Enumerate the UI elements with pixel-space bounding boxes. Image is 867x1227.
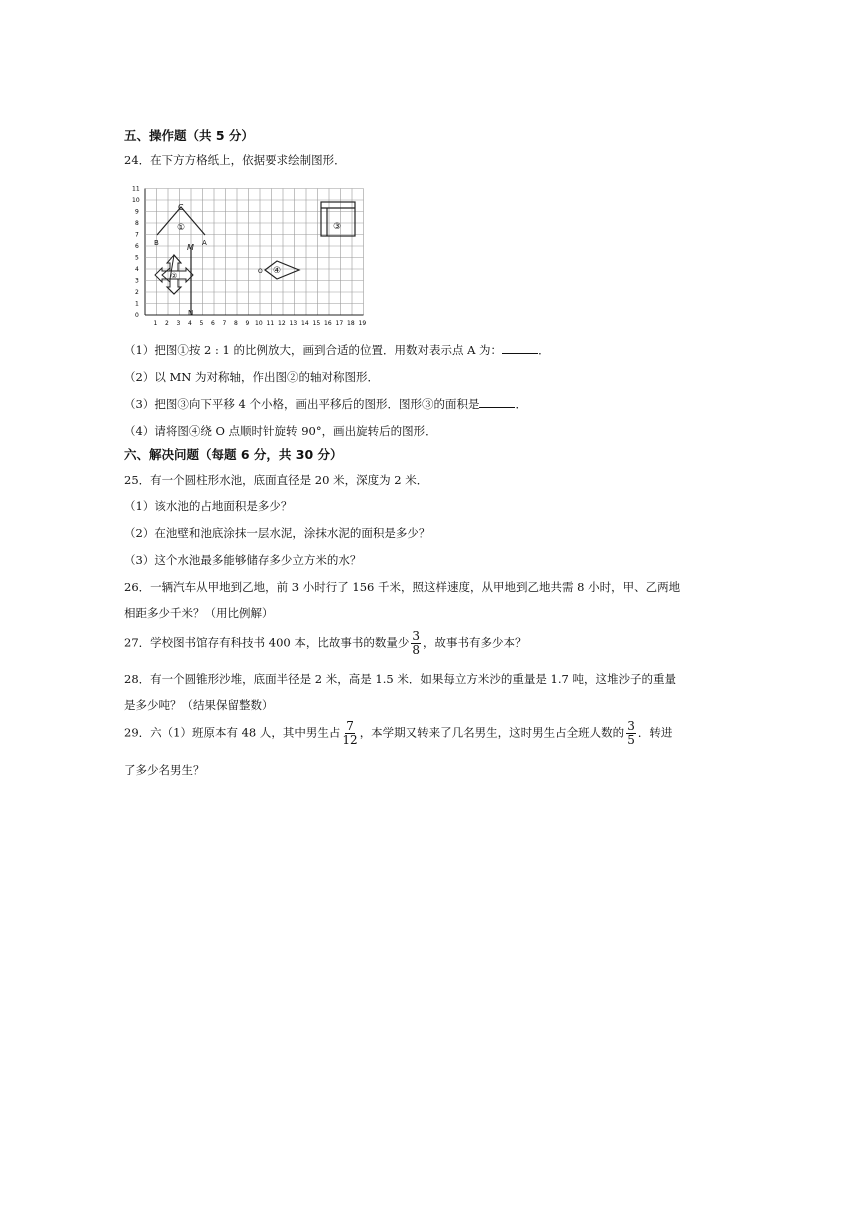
y-tick-label: 11 xyxy=(132,185,140,193)
x-tick-label: 7 xyxy=(222,320,227,327)
label-fig1: ① xyxy=(177,223,186,233)
q29-after: ．转进 xyxy=(637,725,673,740)
y-tick-label: 9 xyxy=(135,208,139,216)
q25-part1: （1）该水池的占地面积是多少？ xyxy=(124,499,293,513)
label-a: A xyxy=(202,239,207,247)
q26-line2: 相距多少千米？（用比例解） xyxy=(124,606,274,620)
x-tick-label: 12 xyxy=(278,320,286,327)
q27 xyxy=(124,630,527,657)
q24-part3-end: ． xyxy=(515,397,527,411)
x-tick-label: 4 xyxy=(188,320,192,327)
q24-part4: （4）请将图④绕 O 点顺时针旋转 90°，画出旋转后的图形． xyxy=(124,424,437,438)
label-m: M xyxy=(187,243,194,252)
x-tick-label: 10 xyxy=(255,320,263,327)
label-fig3: ③ xyxy=(333,222,342,232)
y-tick-label: 3 xyxy=(135,277,139,285)
x-tick-label: 8 xyxy=(234,320,238,327)
q29-middle: ，本学期又转来了几名男生，这时男生占全班人数的 xyxy=(359,725,625,740)
figure-4-rhombus xyxy=(265,261,299,279)
q27-fraction: $\frac{3}{8}$ xyxy=(412,629,421,657)
x-tick-label: 3 xyxy=(176,320,181,327)
x-tick-label: 13 xyxy=(289,320,298,327)
y-tick-label: 8 xyxy=(135,220,139,227)
q29-line2: 了多少名男生？ xyxy=(124,763,205,777)
label-n: N xyxy=(188,309,194,317)
q25-stem: 25．有一个圆柱形水池，底面直径是 20 米，深度为 2 米． xyxy=(124,473,429,487)
q29-fraction-2: $\frac{3}{5}$ xyxy=(627,719,635,747)
x-tick-label: 19 xyxy=(358,320,367,327)
q24-part3-blank[interactable] xyxy=(479,396,515,408)
label-fig4: ④ xyxy=(273,266,282,276)
coordinate-grid xyxy=(128,183,378,329)
q24-part3 xyxy=(124,396,527,412)
label-fig2: ② xyxy=(171,272,178,280)
label-b: B xyxy=(154,239,159,247)
q25-part2: （2）在池壁和池底涂抹一层水泥，涂抹水泥的面积是多少？ xyxy=(124,526,431,540)
q24-stem: 24．在下方方格纸上，依据要求绘制图形． xyxy=(124,153,346,167)
y-tick-label: 0 xyxy=(135,312,139,319)
q24-part1-text: （1）把图①按 2 : 1 的比例放大，画到合适的位置．用数对表示点 A 为： xyxy=(124,343,503,357)
x-tick-label: 17 xyxy=(335,320,344,327)
x-tick-label: 14 xyxy=(301,320,309,327)
q26-line1: 26．一辆汽车从甲地到乙地，前 3 小时行了 156 千米，照这样速度，从甲地到乙地共需 8 小时，甲、乙两地 xyxy=(124,580,681,594)
q24-part1-blank[interactable] xyxy=(502,342,538,354)
x-tick-label: 9 xyxy=(245,320,250,327)
x-tick-label: 16 xyxy=(324,320,332,327)
x-tick-label: 5 xyxy=(199,320,204,327)
q29-line1 xyxy=(124,720,672,747)
y-tick-label: 7 xyxy=(135,231,139,239)
y-tick-label: 5 xyxy=(135,254,139,262)
y-tick-label: 4 xyxy=(135,266,139,273)
q28-line2: 是多少吨？（结果保留整数） xyxy=(124,698,274,712)
q29-before: 29．六（1）班原本有 48 人，其中男生占 xyxy=(124,725,341,740)
label-c: C xyxy=(178,203,184,212)
y-tick-label: 2 xyxy=(135,289,139,296)
q24-part3-text: （3）把图③向下平移 4 个小格，画出平移后的图形．图形③的面积是 xyxy=(124,397,480,411)
label-o: O xyxy=(258,268,263,275)
q27-before: 27．学校图书馆存有科技书 400 本，比故事书的数量少 xyxy=(124,635,410,650)
q27-after: ，故事书有多少本？ xyxy=(423,635,527,650)
q24-part1 xyxy=(124,342,550,358)
q29-fraction-1: $\frac{7}{12}$ xyxy=(342,719,358,747)
x-tick-label: 18 xyxy=(347,320,355,327)
section-5-title: 五、操作题（共 5 分） xyxy=(124,128,254,143)
y-tick-label: 10 xyxy=(132,197,140,204)
x-tick-label: 1 xyxy=(153,320,158,327)
x-tick-label: 15 xyxy=(312,320,321,327)
x-tick-label: 2 xyxy=(165,320,169,327)
section-6-title: 六、解决问题（每题 6 分，共 30 分） xyxy=(124,447,343,462)
y-tick-label: 1 xyxy=(135,300,139,308)
x-tick-label: 11 xyxy=(266,320,275,327)
x-tick-label: 6 xyxy=(211,320,215,327)
q25-part3: （3）这个水池最多能够储存多少立方米的水？ xyxy=(124,553,362,567)
y-tick-label: 6 xyxy=(135,243,139,250)
q28-line1: 28．有一个圆锥形沙堆，底面半径是 2 米，高是 1.5 米．如果每立方米沙的重量是 1.7 吨，这堆沙子的重量 xyxy=(124,672,676,686)
q24-part2: （2）以 MN 为对称轴，作出图②的轴对称图形． xyxy=(124,370,379,384)
q24-part1-end: ． xyxy=(538,343,550,357)
